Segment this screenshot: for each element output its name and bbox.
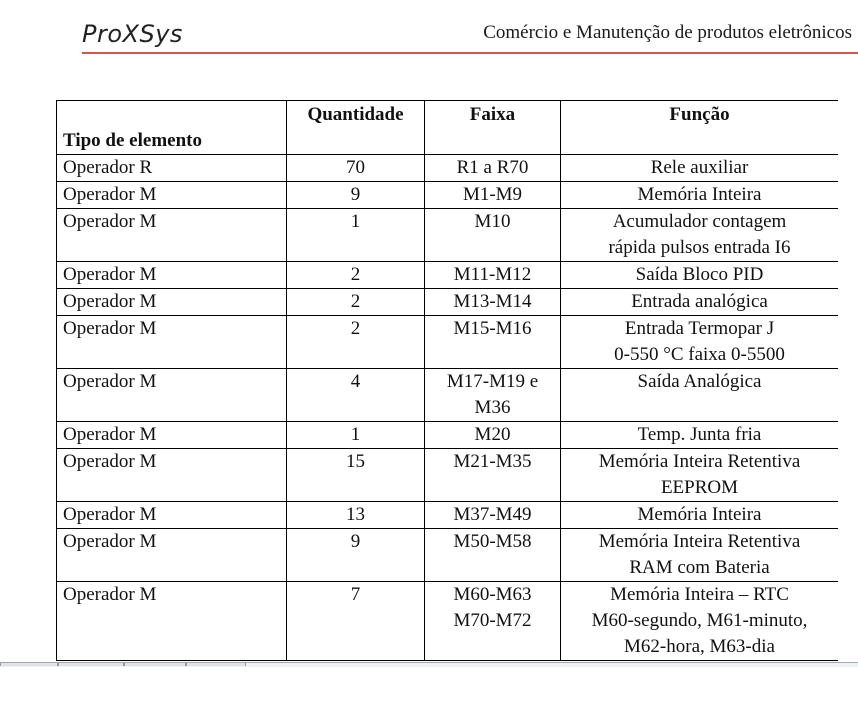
- header-tipo-de-elemento: Tipo de elemento: [57, 101, 287, 155]
- cell-quantidade: 9: [287, 529, 425, 582]
- faixa-line: R1 a R70: [456, 157, 529, 178]
- cell-tipo: Operador M: [57, 289, 287, 316]
- table-body: [57, 155, 839, 661]
- cell-faixa: [425, 289, 561, 316]
- faixa-line: M60-M63: [453, 584, 532, 605]
- faixa-line: M15-M16: [453, 318, 532, 339]
- faixa-line: M70-M72: [453, 610, 532, 631]
- funcao-line: Memória Inteira Retentiva: [598, 531, 801, 552]
- cell-faixa: [425, 209, 561, 262]
- cell-faixa: [425, 582, 561, 661]
- cell-tipo: Operador M: [57, 449, 287, 502]
- cell-tipo: Operador M: [57, 316, 287, 369]
- cell-faixa: [425, 155, 561, 182]
- cell-tipo: Operador M: [57, 422, 287, 449]
- cell-faixa: [425, 262, 561, 289]
- table-row: [57, 449, 839, 502]
- funcao-line: M60-segundo, M61-minuto,: [591, 610, 808, 631]
- faixa-line: M36: [474, 397, 511, 418]
- header-quantidade: Quantidade: [287, 101, 425, 155]
- cell-quantidade: 70: [287, 155, 425, 182]
- operators-table: [56, 100, 838, 661]
- table-row: [57, 289, 839, 316]
- company-tagline: Comércio e Manutenção de produtos eletrônicos: [483, 22, 852, 43]
- tab-3[interactable]: [124, 663, 186, 666]
- table-header-row: [57, 101, 839, 155]
- cell-funcao: [561, 369, 839, 422]
- cell-funcao: [561, 449, 839, 502]
- funcao-line: Memória Inteira Retentiva: [598, 451, 801, 472]
- faixa-line: M21-M35: [453, 451, 532, 472]
- cell-funcao: [561, 502, 839, 529]
- cell-quantidade: 2: [287, 316, 425, 369]
- cell-quantidade: 1: [287, 209, 425, 262]
- funcao-line: Saída Analógica: [637, 371, 762, 392]
- cell-faixa: [425, 182, 561, 209]
- tab-1[interactable]: [0, 663, 58, 666]
- table-row: [57, 582, 839, 661]
- cell-tipo: Operador M: [57, 209, 287, 262]
- tab-bar: [0, 662, 858, 667]
- cell-funcao: [561, 155, 839, 182]
- faixa-line: M1-M9: [462, 184, 523, 205]
- operators-table-container: [56, 100, 838, 662]
- cell-faixa: [425, 422, 561, 449]
- table-row: [57, 209, 839, 262]
- cell-funcao: [561, 289, 839, 316]
- cell-tipo: Operador M: [57, 502, 287, 529]
- cell-funcao: [561, 582, 839, 661]
- header-funcao: Função: [561, 101, 839, 155]
- funcao-line: Entrada analógica: [631, 291, 768, 312]
- cell-funcao: [561, 316, 839, 369]
- funcao-line: EEPROM: [660, 477, 739, 498]
- faixa-line: M13-M14: [453, 291, 532, 312]
- header-divider: [82, 52, 858, 54]
- table-row: [57, 529, 839, 582]
- cell-funcao: [561, 262, 839, 289]
- cell-quantidade: 15: [287, 449, 425, 502]
- funcao-line: rápida pulsos entrada I6: [608, 237, 791, 258]
- cell-funcao: [561, 529, 839, 582]
- table-row: [57, 369, 839, 422]
- table-row: [57, 262, 839, 289]
- cell-quantidade: 9: [287, 182, 425, 209]
- faixa-line: M17-M19 e: [446, 371, 539, 392]
- faixa-line: M11-M12: [453, 264, 532, 285]
- table-row: [57, 182, 839, 209]
- cell-funcao: [561, 209, 839, 262]
- table-row: [57, 316, 839, 369]
- cell-tipo: Operador M: [57, 529, 287, 582]
- table-row: [57, 155, 839, 182]
- cell-funcao: [561, 422, 839, 449]
- cell-faixa: [425, 449, 561, 502]
- cell-quantidade: 4: [287, 369, 425, 422]
- cell-quantidade: 2: [287, 289, 425, 316]
- funcao-line: Memória Inteira – RTC: [610, 584, 789, 605]
- cell-tipo: Operador M: [57, 582, 287, 661]
- cell-quantidade: 2: [287, 262, 425, 289]
- cell-faixa: [425, 502, 561, 529]
- cell-faixa: [425, 369, 561, 422]
- cell-faixa: [425, 316, 561, 369]
- cell-tipo: Operador R: [57, 155, 287, 182]
- funcao-line: Temp. Junta fria: [637, 424, 762, 445]
- cell-tipo: Operador M: [57, 369, 287, 422]
- faixa-line: M10: [474, 211, 511, 232]
- cell-funcao: [561, 182, 839, 209]
- cell-tipo: Operador M: [57, 182, 287, 209]
- cell-quantidade: 7: [287, 582, 425, 661]
- funcao-line: Entrada Termopar J: [624, 318, 775, 339]
- tab-2[interactable]: [58, 663, 124, 666]
- cell-tipo: Operador M: [57, 262, 287, 289]
- header-faixa: Faixa: [425, 101, 561, 155]
- funcao-line: RAM com Bateria: [629, 557, 770, 578]
- cell-faixa: [425, 529, 561, 582]
- funcao-line: M62-hora, M63-dia: [624, 636, 775, 657]
- table-row: [57, 422, 839, 449]
- funcao-line: Memória Inteira: [637, 504, 762, 525]
- funcao-line: Rele auxiliar: [650, 157, 749, 178]
- funcao-line: Acumulador contagem: [612, 211, 787, 232]
- faixa-line: M50-M58: [453, 531, 532, 552]
- table-row: [57, 502, 839, 529]
- cell-quantidade: 1: [287, 422, 425, 449]
- company-logo: ProXSys: [82, 20, 183, 48]
- faixa-line: M20: [474, 424, 511, 445]
- funcao-line: Memória Inteira: [637, 184, 762, 205]
- cell-quantidade: 13: [287, 502, 425, 529]
- faixa-line: M37-M49: [453, 504, 532, 525]
- funcao-line: 0-550 °C faixa 0-5500: [614, 344, 785, 365]
- tab-4[interactable]: [186, 663, 246, 666]
- funcao-line: Saída Bloco PID: [635, 264, 764, 285]
